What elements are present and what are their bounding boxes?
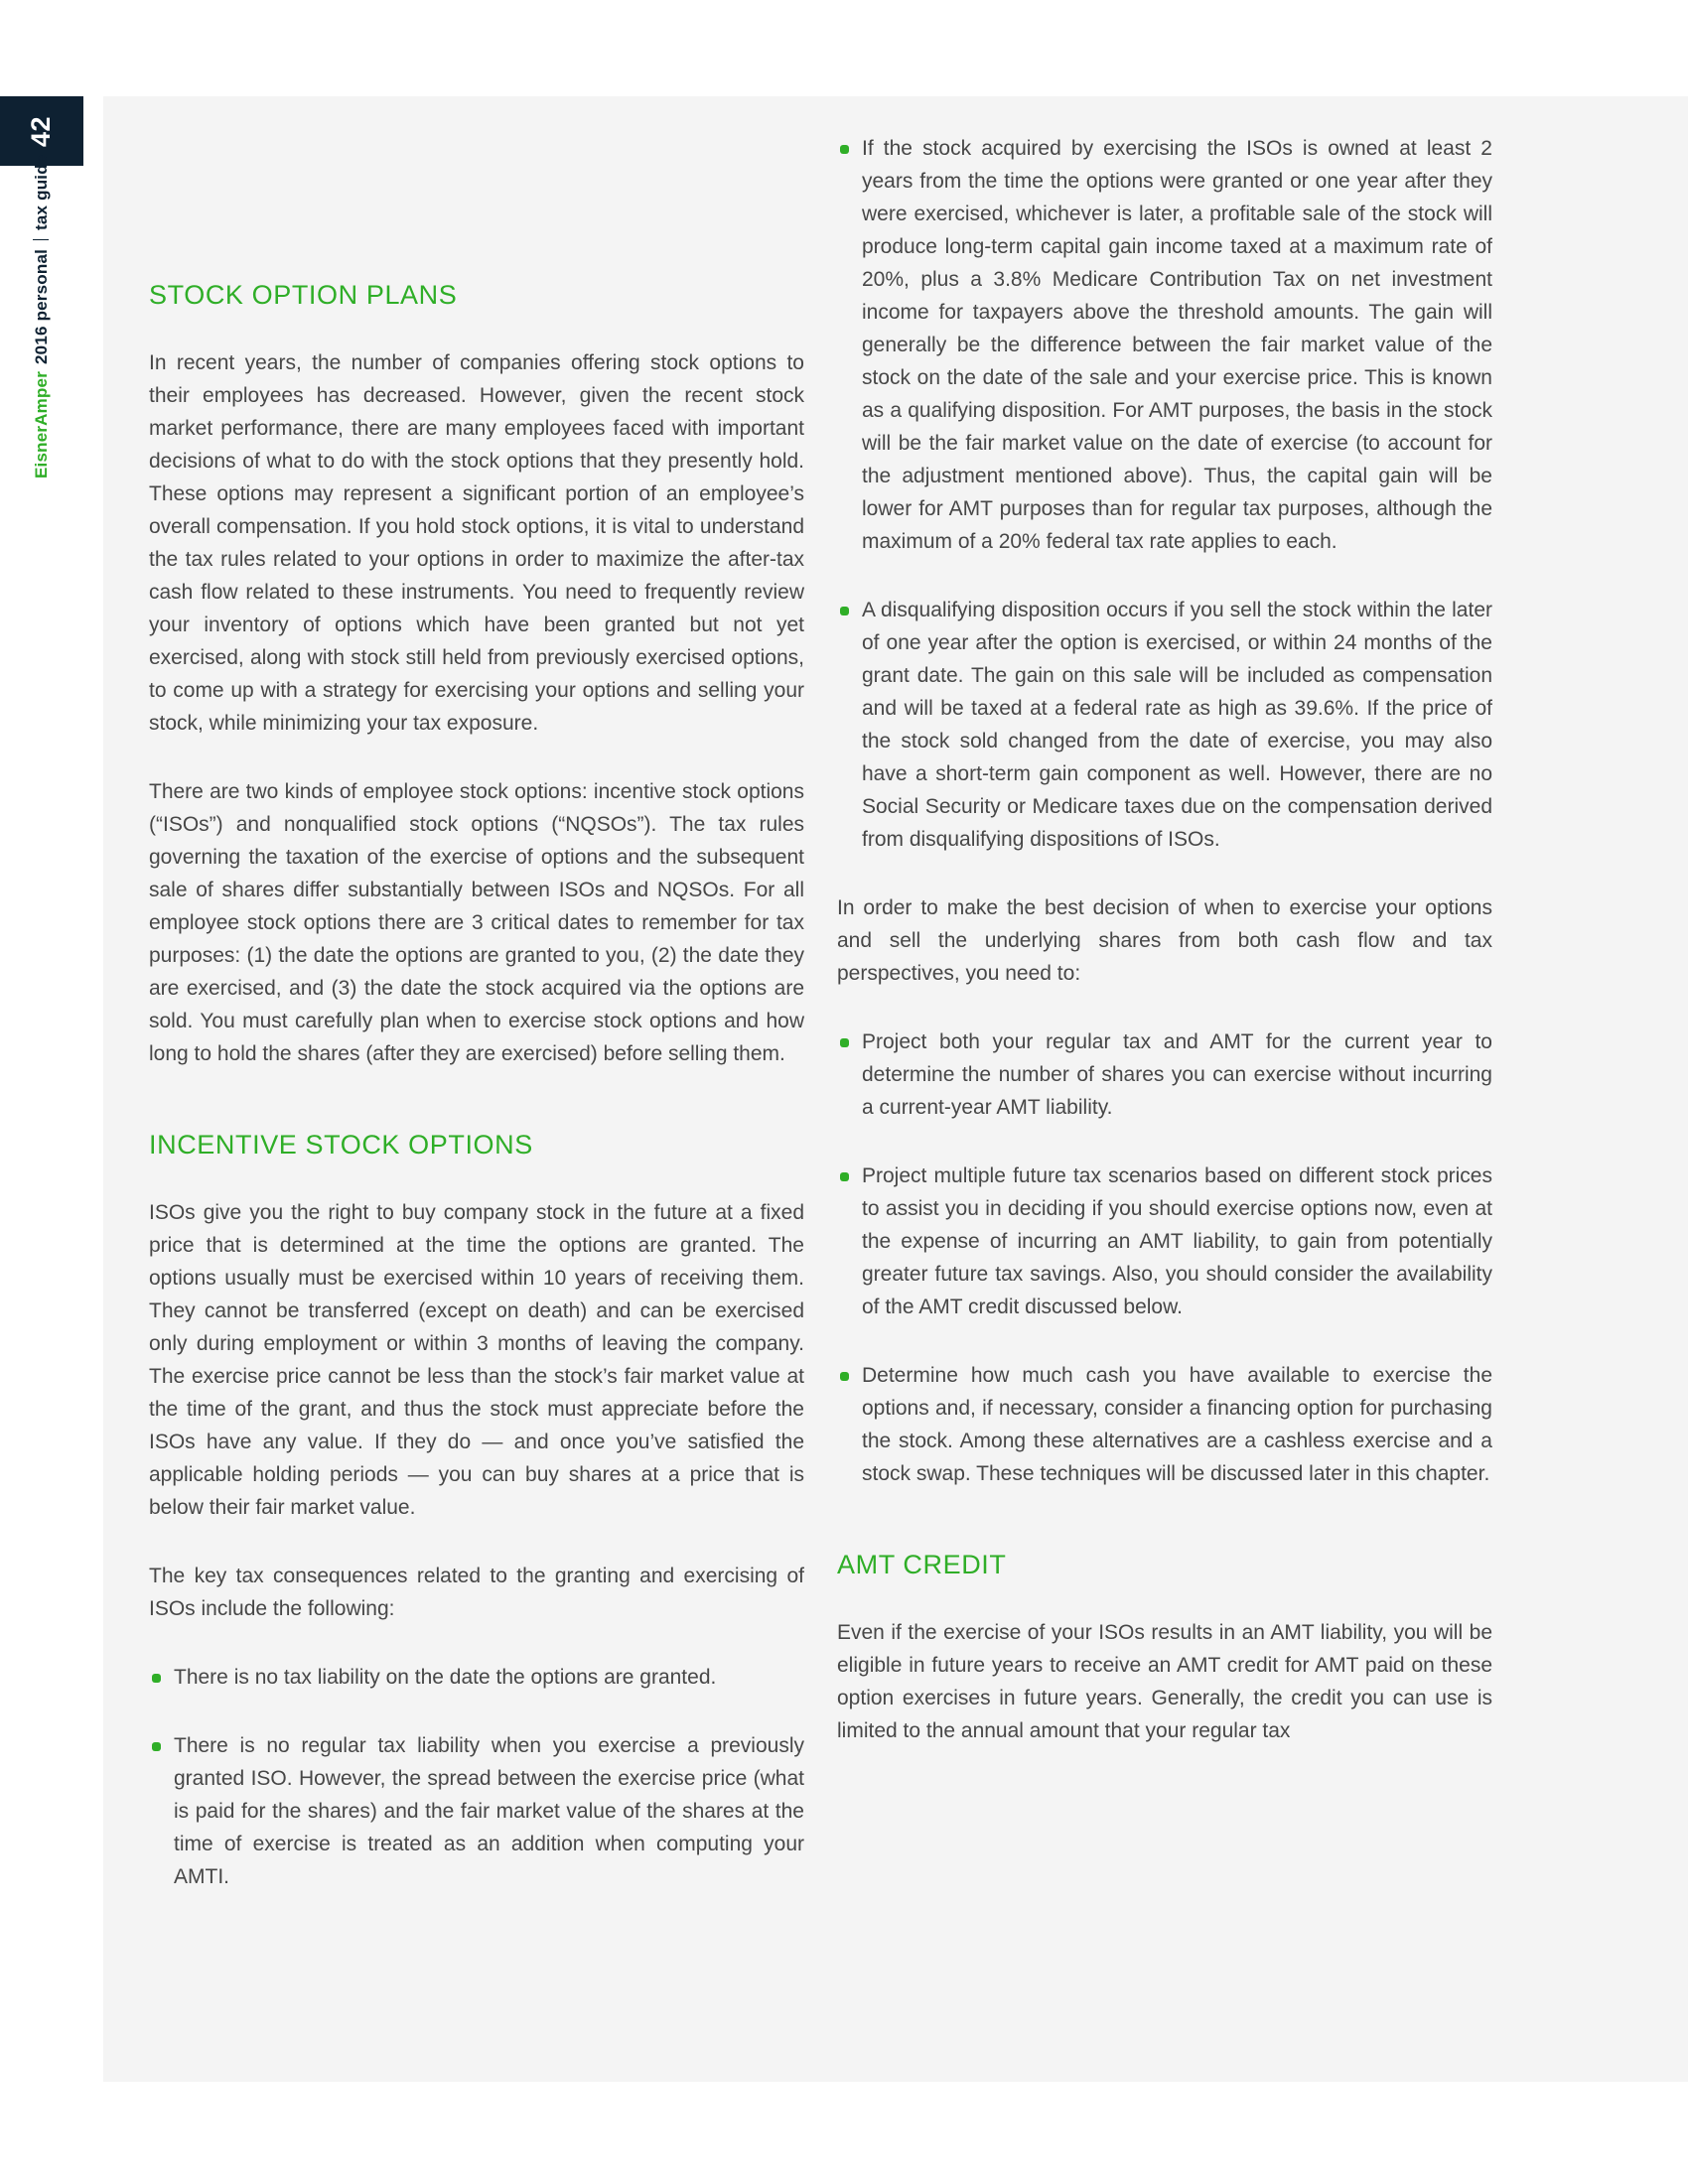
paragraph: In order to make the best decision of when to exercise your options and sell the underlying shares from both cash flow and tax perspectives, you need to: bbox=[837, 896, 1492, 985]
bullet-item bbox=[149, 1729, 804, 1893]
content-panel bbox=[103, 96, 1688, 2082]
sidebar-vertical-text bbox=[30, 121, 54, 478]
bullet-text: Project both your regular tax and AMT for the current year to determine the number of shares you can exercise without incurring a current-year AMT liability. bbox=[862, 1030, 1492, 1119]
paragraph: There are two kinds of employee stock options: incentive stock options (“ISOs”) and nonqualified stock options (“NQSOs”). The tax rules governing the taxation of the exercise of options and the subsequent sale of shares differ substantially between ISOs and NQSOs. For all employee stock options there are 3 critical dates to remember for tax purposes: (1) the date the options are granted to you, (2) the date they are exercised, and (3) the date the stock acquired via the options are sold. You must carefully plan when to exercise stock options and how long to hold the shares (after they are exercised) before selling them. bbox=[149, 780, 804, 1065]
sidebar-suffix: tax guide bbox=[32, 154, 51, 230]
bullet-item bbox=[837, 1359, 1492, 1490]
bullet-icon bbox=[152, 1674, 161, 1683]
bullet-item bbox=[837, 132, 1492, 558]
sidebar-divider bbox=[33, 239, 49, 240]
right-column bbox=[837, 96, 1492, 1747]
bullet-item bbox=[837, 1025, 1492, 1124]
bullet-text: There is no regular tax liability when you exercise a previously granted ISO. However, the spread between the exercise price (what is paid for the shares) and the fair market value of the shares at the time of exercise is treated as an addition when computing your AMTI. bbox=[174, 1734, 804, 1888]
bullet-item bbox=[837, 594, 1492, 856]
bullet-item bbox=[149, 1661, 804, 1694]
section-heading-amt-credit: AMT CREDIT bbox=[837, 1550, 1007, 1579]
section-heading-incentive-stock-options: INCENTIVE STOCK OPTIONS bbox=[149, 1130, 533, 1160]
brand-name: EisnerAmper bbox=[32, 370, 51, 478]
sidebar-edition: 2016 personal bbox=[32, 248, 51, 364]
bullet-text: If the stock acquired by exercising the ISOs is owned at least 2 years from the time the options were granted or one year after they were exercised, whichever is later, a profitable sale of the stock will produce long-term capital gain income taxed at a maximum rate of 20%, plus a 3.8% Medicare Contribution Tax on net investment income for taxpayers above the threshold amounts. The gain will generally be the difference between the fair market value of the stock on the date of the sale and your exercise price. This is known as a qualifying disposition. For AMT purposes, the basis in the stock will be the fair market value on the date of exercise (to account for the adjustment mentioned above). Thus, the capital gain will be lower for AMT purposes than for regular tax purposes, although the maximum of a 20% federal tax rate applies to each. bbox=[862, 137, 1492, 553]
bullet-icon bbox=[840, 1038, 849, 1047]
bullet-text: A disqualifying disposition occurs if you sell the stock within the later of one year after the option is exercised, or within 24 months of the grant date. The gain on this sale will be included as compensation and will be taxed at a federal rate as high as 39.6%. If the price of the stock sold changed from the date of exercise, you may also have a short-term gain component as well. However, there are no Social Security or Medicare taxes due on the compensation derived from disqualifying dispositions of ISOs. bbox=[862, 599, 1492, 851]
bullet-text: Project multiple future tax scenarios based on different stock prices to assist you in deciding if you should exercise options now, even at the expense of incurring an AMT liability, to gain from potentially greater future tax savings. Also, you should consider the availability of the AMT credit discussed below. bbox=[862, 1164, 1492, 1318]
paragraph: ISOs give you the right to buy company stock in the future at a fixed price that is determined at the time the options are granted. The options usually must be exercised within 10 years of receiving them. They cannot be transferred (except on death) and can be exercised only during employment or within 3 months of leaving the company. The exercise price cannot be less than the stock’s fair market value at the time of the grant, and thus the stock must appreciate before the ISOs have any value. If they do — and once you’ve satisfied the applicable holding periods — you can buy shares at a price that is below their fair market value. bbox=[149, 1201, 804, 1519]
page-number: 42 bbox=[26, 115, 57, 147]
bullet-icon bbox=[840, 607, 849, 615]
paragraph: The key tax consequences related to the granting and exercising of ISOs include the following: bbox=[149, 1565, 804, 1620]
bullet-icon bbox=[840, 145, 849, 154]
bullet-text: Determine how much cash you have available to exercise the options and, if necessary, consider a financing option for purchasing the stock. Among these alternatives are a cashless exercise and a stock swap. These techniques will be discussed later in this chapter. bbox=[862, 1364, 1492, 1485]
section-heading-stock-option-plans: STOCK OPTION PLANS bbox=[149, 280, 458, 310]
bullet-icon bbox=[152, 1742, 161, 1751]
bullet-icon bbox=[840, 1372, 849, 1381]
bullet-text: There is no tax liability on the date the options are granted. bbox=[174, 1666, 717, 1689]
left-column bbox=[149, 96, 804, 1893]
paragraph: In recent years, the number of companies offering stock options to their employees has decreased. However, given the recent stock market performance, there are many employees faced with important decisions of what to do with the stock options that they presently hold. These options may represent a significant portion of an employee’s overall compensation. If you hold stock options, it is vital to understand the tax rules related to your options in order to maximize the after-tax cash flow related to these instruments. You need to frequently review your inventory of options which have been granted but not yet exercised, along with stock still held from previously exercised options, to come up with a strategy for exercising your options and selling your stock, while minimizing your tax exposure. bbox=[149, 351, 804, 735]
paragraph: Even if the exercise of your ISOs results in an AMT liability, you will be eligible in future years to receive an AMT credit for AMT paid on these option exercises in future years. Generally, the credit you can use is limited to the annual amount that your regular tax bbox=[837, 1621, 1492, 1742]
bullet-item bbox=[837, 1160, 1492, 1323]
bullet-icon bbox=[840, 1172, 849, 1181]
